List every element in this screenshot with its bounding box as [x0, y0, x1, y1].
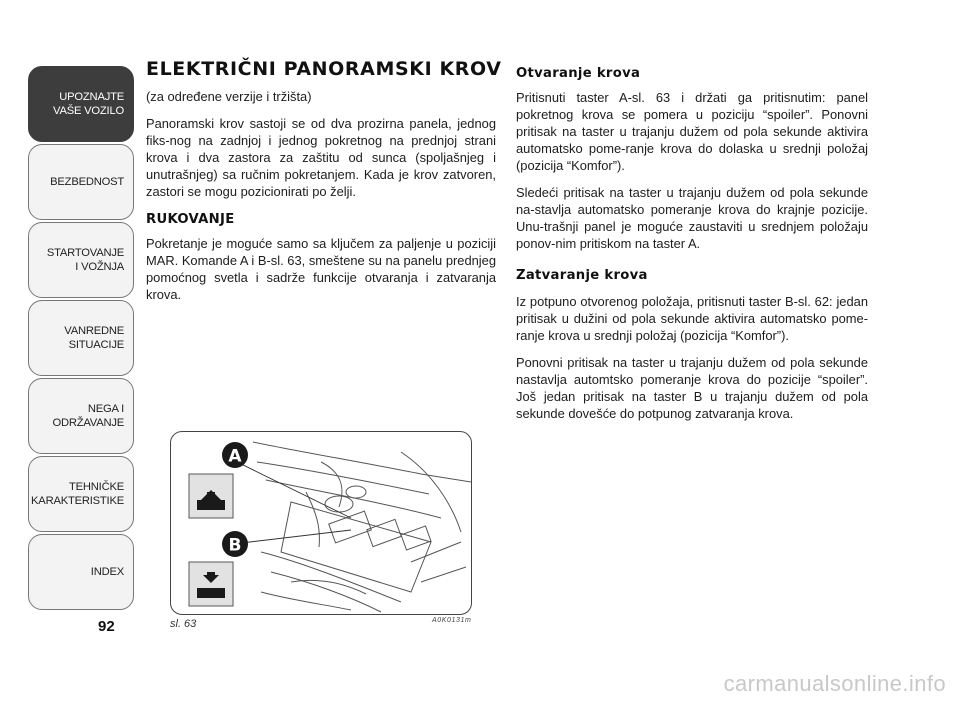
- tab-bezbednost[interactable]: [28, 144, 134, 220]
- figure-code: A0K0131m: [432, 617, 472, 624]
- zatvaranje-paragraph-1: Iz potpuno otvorenog položaja, pritisnuti taster B-sl. 62: jedan pritisak u dužini od pola sekunde aktivira automatsko pome-ranje krova u srednji položaj (pozicija “Komfor”).: [516, 294, 868, 343]
- section-heading-rukovanje: RUKOVANJE: [146, 212, 235, 227]
- tab-vanredne-situacije[interactable]: [28, 300, 134, 376]
- label-a-text: A: [228, 446, 242, 467]
- tab-label: UPOZNAJTE VAŠE VOZILO: [53, 91, 124, 117]
- label-b-text: B: [228, 535, 242, 556]
- page-title: ELEKTRIČNI PANORAMSKI KROV: [146, 58, 502, 80]
- roof-control-illustration: [171, 432, 472, 615]
- overhead-console-drawing: [253, 442, 471, 612]
- tab-label: NEGA I ODRŽAVANJE: [52, 403, 124, 429]
- roof-close-button-icon: [189, 562, 233, 606]
- tab-upoznajte-vase-vozilo[interactable]: [28, 66, 134, 142]
- otvaranje-paragraph-2: Sledeći pritisak na taster u trajanju dužem od pola sekunde na-stavlja automatsko pomeranje krova do krajnje pozicije. Unu-trašnji panel je moguće zaustaviti u srednjem položaju ponov-nim pritiskom na taster A.: [516, 185, 868, 251]
- watermark: carmanualsonline.info: [723, 671, 946, 696]
- tab-tehnicke-karakteristike[interactable]: [28, 456, 134, 532]
- intro-paragraph: Panoramski krov sastoji se od dva prozirna panela, jednog fiks-nog na zadnjoj i jednog pokretnog na prednjoj strani krova i dva zastora za zaštitu od sunca (spoljašnjeg i unutrašnjeg) sa ručnim pokretanjem. Kada je krov zatvoren, zastori se mogu pozicionirati po želji.: [146, 116, 496, 199]
- heading-otvaranje-krova: Otvaranje krova: [516, 66, 641, 81]
- heading-zatvaranje-krova: Zatvaranje krova: [516, 268, 648, 283]
- tab-label: INDEX: [90, 566, 124, 578]
- tab-label: BEZBEDNOST: [50, 176, 124, 188]
- tab-label: STARTOVANJE I VOŽNJA: [46, 247, 124, 273]
- tab-index[interactable]: [28, 534, 134, 610]
- version-note: (za određene verzije i tržišta): [146, 89, 312, 104]
- leader-line-a: [233, 460, 351, 518]
- roof-control-figure: [170, 431, 472, 615]
- rukovanje-paragraph: Pokretanje je moguće samo sa ključem za paljenje u poziciji MAR. Komande A i B-sl. 63, smeštene su na panelu prednjeg pomoćnog svetla i sadrže funkcije otvaranja i zatvaranja krova.: [146, 236, 496, 302]
- zatvaranje-paragraph-2: Ponovni pritisak na taster u trajanju dužem od pola sekunde nastavlja automtsko pomeranje krova do pozicije “spoiler”. Još jedan pritisak na taster B u trajanju dužem od pola sekunde dovešće do potpunog zatvaranja krova.: [516, 355, 868, 421]
- figure-caption: sl. 63: [170, 618, 197, 630]
- tab-label: VANREDNE SITUACIJE: [64, 325, 124, 351]
- roof-open-button-icon: [189, 474, 233, 518]
- tab-label: TEHNIČKE KARAKTERISTIKE: [31, 481, 124, 507]
- left-column: [146, 58, 502, 313]
- page-number: 92: [98, 618, 115, 635]
- right-column: [516, 66, 868, 432]
- tab-startovanje-i-voznja[interactable]: [28, 222, 134, 298]
- otvaranje-paragraph-1: Pritisnuti taster A-sl. 63 i držati ga pritisnutim: panel pokretnog krova se pomera u poziciju “spoiler”. Ponovni pritisak na taster u trajanju dužem od pola sekunde aktivira automatsko pome-ranje krova do dolaska u srednji položaj (pozicija “Komfor”).: [516, 90, 868, 173]
- tab-nega-i-odrzavanje[interactable]: [28, 378, 134, 454]
